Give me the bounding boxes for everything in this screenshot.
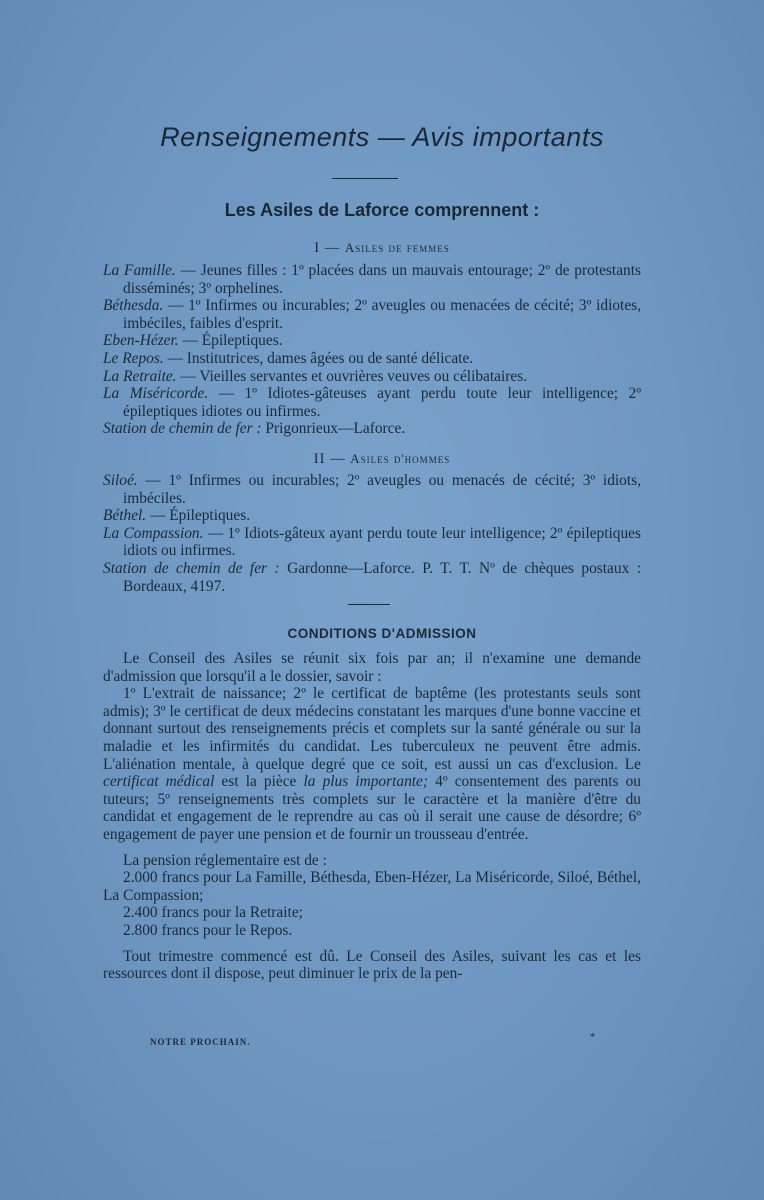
hommes-entry-siloe: Siloé. — 1º Infirmes ou incurables; 2º aveugles ou menacés de cécité; 3º idiots, imbéciles. — [103, 472, 641, 507]
femmes-entry-retraite: La Retraite. — Vieilles servantes et ouvrières veuves ou célibataires. — [103, 367, 528, 385]
trimestre-note: Tout trimestre commencé est dû. Le Conseil des Asiles, suivant les cas et les ressources dont il dispose, peut diminuer le prix de la pen- — [103, 947, 641, 983]
footer-mark: * — [590, 1032, 595, 1043]
footer-running-title: NOTRE PROCHAIN. — [150, 1037, 251, 1047]
femmes-heading-num: I — — [314, 240, 345, 256]
pension-2400: 2.400 francs pour la Retraite; — [123, 904, 303, 922]
hommes-list — [103, 472, 641, 595]
hommes-entry-compassion: La Compassion. — 1º Idiots-gâteux ayant perdu toute leur intelligence; 2º épileptiques idiots ou infirmes. — [103, 524, 642, 560]
conditions-heading: CONDITIONS D'ADMISSION — [287, 626, 477, 641]
pension-2000: 2.000 francs pour La Famille, Béthesda, Eben-Hézer, La Miséricorde, Siloé, Béthel, La Compassion; — [103, 869, 641, 904]
title-divider — [332, 178, 398, 179]
femmes-heading — [0, 240, 764, 257]
section-divider — [348, 604, 390, 605]
femmes-entry-repos: Le Repos. — Institutrices, dames âgées ou de santé délicate. — [103, 349, 474, 367]
femmes-entry-station: Station de chemin de fer : Prigonrieux—Laforce. — [103, 420, 406, 438]
hommes-heading-text: Asiles d'hommes — [350, 451, 451, 466]
femmes-entry-bethesda: Béthesda. — 1º Infirmes ou incurables; 2º aveugles ou menacées de cécité; 3º idiotes, imbéciles, faibles d'esprit. — [103, 297, 641, 332]
hommes-entry-station: Station de chemin de fer : Gardonne—Laforce. P. T. T. Nº de chèques postaux : Bordeaux, 4197. — [103, 559, 641, 595]
page-title: Renseignements — Avis importants — [160, 122, 604, 152]
femmes-entry-famille: La Famille. — Jeunes filles : 1º placées dans un mauvais entourage; 2º de protestants disséminés; 3º orphelines. — [103, 262, 641, 297]
pension-intro: La pension réglementaire est de : — [123, 851, 327, 869]
conditions-intro: Le Conseil des Asiles se réunit six fois par an; il n'examine une demande d'admission que lorsqu'il a le dossier, savoir : — [103, 650, 641, 685]
hommes-heading-num: II — — [313, 451, 351, 467]
conditions-documents: 1º L'extrait de naissance; 2º le certificat de baptême (les protestants seuls sont admis); 3º le certificat de deux médecins constatant les marques d'une bonne vaccine et donnant surtout des renseignements précis et complets sur la santé générale ou sur la maladie et les infirmités du candidat. Les tuberculeux ne peuvent être admis. L'aliénation mentale, à quelque degré que ce soit, est aussi un cas d'exclusion. Le certificat médical est la pièce la plus importante; 4º consentement des parents ou tuteurs; 5º renseignements très complets sur le caractère et la manière d'être du candidat et engagement de le reprendre au cas où il serait une cause de désordre; 6º engagement de payer une pension et de fournir un trousseau d'entrée. — [103, 685, 641, 843]
hommes-heading — [0, 451, 764, 468]
conditions-body — [103, 650, 641, 983]
hommes-entry-bethel: Béthel. — Épileptiques. — [103, 507, 251, 525]
pension-2800: 2.800 francs pour le Repos. — [123, 921, 293, 939]
femmes-heading-text: Asiles de femmes — [344, 240, 450, 255]
femmes-entry-eben-hezer: Eben-Hézer. — Épileptiques. — [103, 332, 283, 350]
femmes-entry-misericorde: La Miséricorde. — 1º Idiotes-gâteuses ayant perdu toute leur intelligence; 2º épileptiques idiotes ou infirmes. — [103, 385, 641, 420]
femmes-list — [103, 262, 641, 438]
section-subtitle: Les Asiles de Laforce comprennent : — [224, 200, 540, 220]
